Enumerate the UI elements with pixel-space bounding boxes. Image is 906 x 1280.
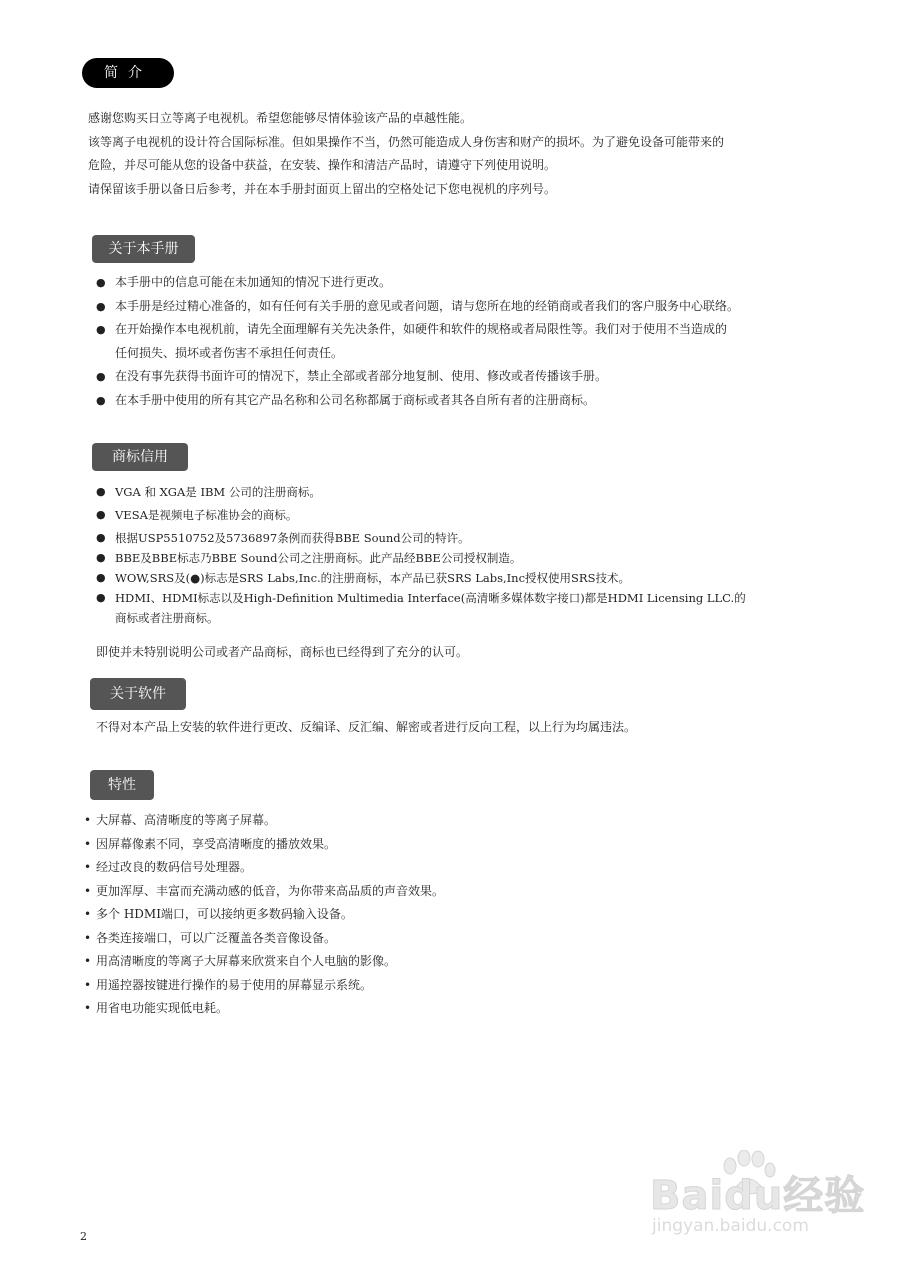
list-item: ● 在本手册中使用的所有其它产品名称和公司名称都属于商标或者其各自所有者的注册商标。 xyxy=(92,389,792,413)
baidu-watermark xyxy=(640,1150,870,1250)
trademark-list xyxy=(92,482,792,628)
list-item: ● 本手册是经过精心准备的，如有任何有关手册的意见或者问题，请与您所在地的经销商或者我们的客户服务中心联络。 xyxy=(92,295,792,319)
software-section-title: 关于软件 xyxy=(90,678,186,710)
bullet-icon: • xyxy=(84,930,92,945)
intro-title: 简介 xyxy=(82,58,174,88)
bullet-icon: • xyxy=(84,836,92,851)
list-item: • 因屏幕像素不同，享受高清晰度的播放效果。 xyxy=(84,833,784,857)
bullet-icon: ● xyxy=(96,571,106,584)
list-item: ● VESA是视频电子标准协会的商标。 xyxy=(92,505,792,525)
list-item: • 用遥控器按键进行操作的易于使用的屏幕显示系统。 xyxy=(84,974,784,998)
bullet-icon: • xyxy=(84,907,92,921)
bullet-icon: ● xyxy=(96,531,106,544)
list-item: ● WOW,SRS及(●)标志是SRS Labs,Inc.的注册商标，本产品已获SRS Labs,Inc授权使用SRS技术。 xyxy=(92,568,792,588)
list-item: • 经过改良的数码信号处理器。 xyxy=(84,856,784,880)
bullet-icon: ● xyxy=(96,393,106,407)
intro-text xyxy=(88,107,788,201)
list-item: • 用高清晰度的等离子大屏幕来欣赏来自个人电脑的影像。 xyxy=(84,950,784,974)
bullet-icon: ● xyxy=(96,299,106,313)
list-item: • 更加浑厚、丰富而充满动感的低音，为你带来高品质的声音效果。 xyxy=(84,880,784,904)
features-section-title: 特性 xyxy=(90,770,154,800)
trademark-note: 即使并未特别说明公司或者产品商标，商标也已经得到了充分的认可。 xyxy=(96,645,469,659)
bullet-icon: ● xyxy=(96,276,106,289)
bullet-icon: • xyxy=(84,860,92,874)
bullet-icon: • xyxy=(84,883,92,898)
manual-list xyxy=(92,271,792,412)
watermark-logo: Baidu经验 xyxy=(650,1173,866,1219)
intro-paragraph: 请保留该手册以备日后参考，并在本手册封面页上留出的空格处记下您电视机的序列号。 xyxy=(88,181,557,196)
list-item: ● HDMI、HDMI标志以及High-Definition Multimedia Interface(高清晰多媒体数字接口)都是HDMI Licensing LLC.的 商标或者注册商标。 xyxy=(92,588,792,628)
bullet-icon: • xyxy=(84,977,92,992)
bullet-icon: ● xyxy=(96,370,106,383)
page-number: 2 xyxy=(80,1230,87,1243)
bullet-icon: ● xyxy=(96,591,106,604)
list-item: • 各类连接端口，可以广泛覆盖各类音像设备。 xyxy=(84,927,784,951)
bullet-icon: ● xyxy=(96,551,106,564)
features-list xyxy=(84,809,784,1021)
list-item: ● 根据USP5510752及5736897条例而获得BBE Sound公司的特许。 xyxy=(92,528,792,548)
bullet-icon: • xyxy=(84,1001,92,1015)
trademark-section-title: 商标信用 xyxy=(92,443,188,471)
list-item: • 大屏幕、高清晰度的等离子屏幕。 xyxy=(84,809,784,833)
list-item: ● VGA 和 XGA是 IBM 公司的注册商标。 xyxy=(92,482,792,502)
list-item: ● 在没有事先获得书面许可的情况下，禁止全部或者部分地复制、使用、修改或者传播该手册。 xyxy=(92,365,792,389)
manual-section-title: 关于本手册 xyxy=(92,235,195,263)
bullet-icon: • xyxy=(84,954,92,968)
intro-paragraph: 危险，并尽可能从您的设备中获益，在安装、操作和清洁产品时，请遵守下列使用说明。 xyxy=(88,158,557,172)
list-item: • 用省电功能实现低电耗。 xyxy=(84,997,784,1021)
bullet-icon: ● xyxy=(96,323,106,336)
bullet-icon: ● xyxy=(96,485,106,498)
list-item: ● BBE及BBE标志乃BBE Sound公司之注册商标。此产品经BBE公司授权制造。 xyxy=(92,548,792,568)
software-text: 不得对本产品上安装的软件进行更改、反编译、反汇编、解密或者进行反向工程，以上行为均属违法。 xyxy=(96,720,637,734)
list-item: ● 在开始操作本电视机前，请先全面理解有关先决条件，如硬件和软件的规格或者局限性等。我们对于使用不当造成的 任何损失、损坏或者伤害不承担任何责任。 xyxy=(92,318,792,365)
list-item: ● 本手册中的信息可能在未加通知的情况下进行更改。 xyxy=(92,271,792,295)
bullet-icon: • xyxy=(84,813,92,827)
watermark-url: jingyan.baidu.com xyxy=(652,1216,809,1236)
bullet-icon: ● xyxy=(96,508,106,521)
intro-paragraph: 感谢您购买日立等离子电视机。希望您能够尽情体验该产品的卓越性能。 xyxy=(88,111,473,125)
list-item: • 多个 HDMI端口，可以接纳更多数码输入设备。 xyxy=(84,903,784,927)
intro-paragraph: 该等离子电视机的设计符合国际标准。但如果操作不当，仍然可能造成人身伤害和财产的损坏。为了避免设备可能带来的 xyxy=(88,134,725,149)
